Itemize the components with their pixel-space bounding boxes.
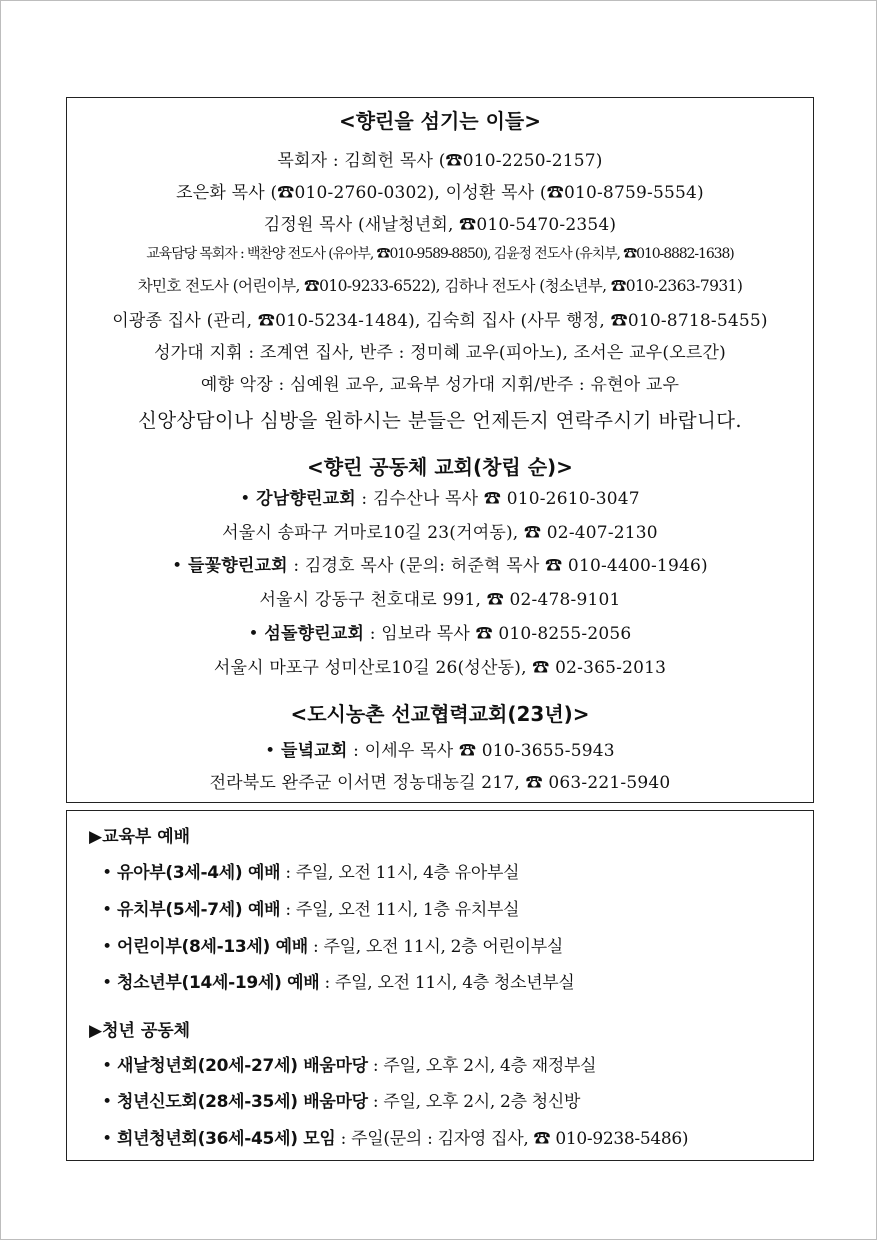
contact-notice: 신앙상담이나 심방을 원하시는 분들은 언제든지 연락주시기 바랍니다. <box>137 409 743 432</box>
schedule-detail: : 주일, 오전 11시, 4층 청소년부실 <box>319 973 575 993</box>
schedule-name: 희년청년회(36세-45세) 모임 <box>117 1129 336 1149</box>
schedule-detail: : 주일, 오전 11시, 1층 유치부실 <box>280 900 520 920</box>
schedule-detail: : 주일, 오후 2시, 4층 재정부실 <box>367 1056 597 1076</box>
bullet: • <box>102 1129 112 1149</box>
servants-title: <향린을 섬기는 이들> <box>338 109 541 133</box>
church-deulkkot <box>67 551 813 576</box>
bullet: • <box>102 973 112 993</box>
bullet: • <box>172 556 183 576</box>
schedule-name: 어린이부(8세-13세) 예배 <box>117 937 308 957</box>
bullet: • <box>102 937 112 957</box>
church-name: 강남향린교회 <box>256 489 356 509</box>
schedule-detail: : 주일, 오전 11시, 2층 어린이부실 <box>307 937 564 957</box>
church-info: : 김수산나 목사 ☎ 010-2610-3047 <box>355 489 640 509</box>
servant-line-staff: 이광종 집사 (관리, ☎010-5234-1484), 김숙희 집사 (사무 행정, ☎010-8718-5455) <box>112 311 768 331</box>
bullet: • <box>102 900 112 920</box>
youth-heading: ▶청년 공동체 <box>89 1021 191 1041</box>
schedule-name: 새날청년회(20세-27세) 배움마당 <box>117 1056 368 1076</box>
servant-line-choir: 성가대 지휘 : 조계연 집사, 반주 : 정미혜 교우(피아노), 조서은 교우(오르간) <box>154 343 726 363</box>
bullet: • <box>102 1056 112 1076</box>
schedule-detail: : 주일, 오후 2시, 2층 청신방 <box>367 1092 581 1112</box>
church-deulnyeok-address: 전라북도 완주군 이서면 정농대농길 217, ☎ 063-221-5940 <box>209 773 671 793</box>
schedule-item <box>97 1124 688 1149</box>
servant-line-education-ministers: 교육담당 목회자 : 백찬양 전도사 (유아부, ☎010-9589-8850), 김윤정 전도사 (유치부, ☎010-8882-1638) <box>146 246 734 262</box>
schedule-name: 청년신도회(28세-35세) 배움마당 <box>117 1092 368 1112</box>
servant-line-associate-pastors: 조은화 목사 (☎010-2760-0302), 이성환 목사 (☎010-8759-5554) <box>176 183 704 203</box>
schedule-name: 청소년부(14세-19세) 예배 <box>117 973 320 993</box>
church-seomdol-address: 서울시 마포구 성미산로10길 26(성산동), ☎ 02-365-2013 <box>213 658 667 678</box>
church-gangnam-address: 서울시 송파구 거마로10길 23(거여동), ☎ 02-407-2130 <box>222 523 658 543</box>
schedule-item <box>97 1051 596 1076</box>
schedule-item <box>97 968 575 993</box>
schedule-item <box>97 858 519 883</box>
church-seomdol <box>67 619 813 644</box>
church-name: 들녘교회 <box>281 741 348 761</box>
education-heading: ▶교육부 예배 <box>89 827 191 847</box>
church-info: : 임보라 목사 ☎ 010-8255-2056 <box>364 624 632 644</box>
church-deulnyeok <box>67 736 813 761</box>
bullet: • <box>265 741 276 761</box>
servant-line-evangelists: 차민호 전도사 (어린이부, ☎010-9233-6522), 김하나 전도사 (청소년부, ☎010-2363-7931) <box>137 277 743 295</box>
church-name: 들꽃향린교회 <box>188 556 288 576</box>
schedule-detail: : 주일, 오전 11시, 4층 유아부실 <box>280 863 520 883</box>
schedule-detail: : 주일(문의 : 김자영 집사, ☎ 010-9238-5486) <box>335 1129 689 1149</box>
church-name: 섬돌향린교회 <box>264 624 365 644</box>
servants-box <box>66 97 814 803</box>
schedule-item <box>97 1087 580 1112</box>
bullet: • <box>248 624 259 644</box>
schedule-name: 유아부(3세-4세) 예배 <box>117 863 281 883</box>
schedule-box <box>66 810 814 1161</box>
community-title: <향린 공동체 교회(창립 순)> <box>307 455 573 479</box>
schedule-item <box>97 932 563 957</box>
schedule-item <box>97 895 519 920</box>
church-deulkkot-address: 서울시 강동구 천호대로 991, ☎ 02-478-9101 <box>259 590 621 610</box>
servant-line-pastor: 목회자 : 김희헌 목사 (☎010-2250-2157) <box>277 151 603 171</box>
church-info: : 김경호 목사 (문의: 허준혁 목사 ☎ 010-4400-1946) <box>287 556 708 576</box>
servant-line-music: 예향 악장 : 심예원 교우, 교육부 성가대 지휘/반주 : 유현아 교우 <box>200 375 680 395</box>
bullet: • <box>102 1092 112 1112</box>
church-gangnam <box>67 484 813 509</box>
mission-title: <도시농촌 선교협력교회(23년)> <box>290 702 590 726</box>
bullet: • <box>240 489 251 509</box>
schedule-name: 유치부(5세-7세) 예배 <box>117 900 281 920</box>
bullet: • <box>102 863 112 883</box>
servant-line-youth-pastor: 김정원 목사 (새날청년회, ☎010-5470-2354) <box>263 215 617 235</box>
church-info: : 이세우 목사 ☎ 010-3655-5943 <box>347 741 615 761</box>
